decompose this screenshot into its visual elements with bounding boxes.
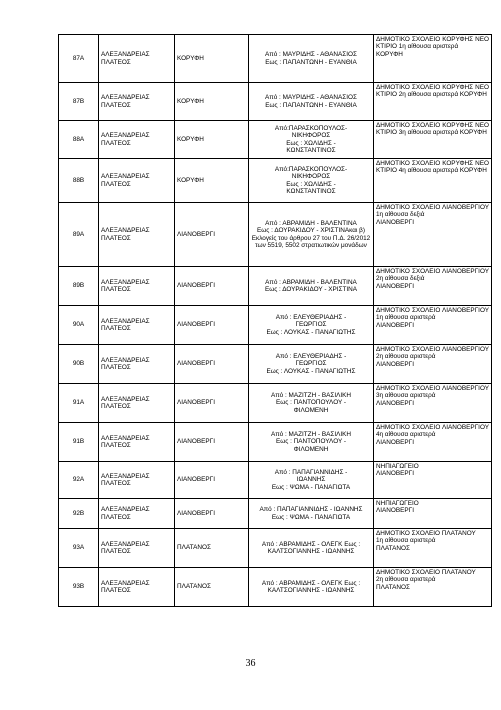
station-code: 93Β — [59, 568, 99, 607]
place-cell: ΠΛΑΤΑΝΟΣ — [175, 529, 249, 568]
place-cell: ΛΙΑΝΟΒΕΡΓΙ — [175, 462, 249, 499]
table-row — [59, 568, 492, 607]
region-cell: ΑΛΕΞΑΝΔΡΕΙΑΣ ΠΛΑΤΕΟΣ — [99, 121, 175, 159]
voter-range-cell: Από : ΜΑΖΙΤΖΗ - ΒΑΣΙΛΙΚΗ Εως : ΠΑΝΤΟΠΟΥΛΟΥ - ΦΙΛΟΜΕΝΗ — [249, 423, 374, 462]
station-code: 91Α — [59, 384, 99, 423]
region-cell: ΑΛΕΞΑΝΔΡΕΙΑΣ ΠΛΑΤΕΟΣ — [99, 462, 175, 499]
table-row — [59, 345, 492, 384]
voter-range-cell: Από : ΠΑΠΑΓΙΑΝΝΙΔΗΣ - ΙΩΑΝΝΗΣ Εως : ΨΩΜΑ - ΠΑΝΑΓΙΩΤΑ — [249, 462, 374, 499]
polling-location-cell: ΔΗΜΟΤΙΚΟ ΣΧΟΛΕΙΟ ΛΙΑΝΟΒΕΡΓΙΟΥ 2η αίθουσα δεξιά ΛΙΑΝΟΒΕΡΓΙ — [374, 267, 492, 306]
table-row — [59, 384, 492, 423]
polling-location-cell: ΔΗΜΟΤΙΚΟ ΣΧΟΛΕΙΟ ΚΟΡΥΦΗΣ ΝΕΟ ΚΤΙΡΙΟ 1η αίθουσα αριστερά ΚΟΡΥΦΗ — [374, 35, 492, 83]
table-row — [59, 203, 492, 267]
polling-location-cell: ΔΗΜΟΤΙΚΟ ΣΧΟΛΕΙΟ ΛΙΑΝΟΒΕΡΓΙΟΥ 4η αίθουσα αριστερά ΛΙΑΝΟΒΕΡΓΙ — [374, 423, 492, 462]
place-cell: ΛΙΑΝΟΒΕΡΓΙ — [175, 306, 249, 345]
station-code: 89Α — [59, 203, 99, 267]
place-cell: ΛΙΑΝΟΒΕΡΓΙ — [175, 423, 249, 462]
region-cell: ΑΛΕΞΑΝΔΡΕΙΑΣ ΠΛΑΤΕΟΣ — [99, 384, 175, 423]
region-cell: ΑΛΕΞΑΝΔΡΕΙΑΣ ΠΛΑΤΕΟΣ — [99, 345, 175, 384]
polling-location-cell: ΝΗΠΙΑΓΩΓΕΙΟ ΛΙΑΝΟΒΕΡΓΙ — [374, 462, 492, 499]
table-body — [59, 35, 492, 607]
region-cell: ΑΛΕΞΑΝΔΡΕΙΑΣ ΠΛΑΤΕΟΣ — [99, 568, 175, 607]
table-row — [59, 83, 492, 121]
voter-range-cell: Από : ΜΑΥΡΙΔΗΣ - ΑΘΑΝΑΣΙΟΣ Εως : ΠΑΠΑΝΤΩΝΗ - ΕΥΑΝΘΙΑ — [249, 35, 374, 83]
table-row — [59, 35, 492, 83]
polling-location-cell: ΔΗΜΟΤΙΚΟ ΣΧΟΛΕΙΟ ΚΟΡΥΦΗΣ ΝΕΟ ΚΤΙΡΙΟ 2η αίθουσα αριστερά ΚΟΡΥΦΗ — [374, 83, 492, 121]
region-cell: ΑΛΕΞΑΝΔΡΕΙΑΣ ΠΛΑΤΕΟΣ — [99, 499, 175, 529]
polling-location-cell: ΔΗΜΟΤΙΚΟ ΣΧΟΛΕΙΟ ΚΟΡΥΦΗΣ ΝΕΟ ΚΤΙΡΙΟ 3η αίθουσα αριστερά ΚΟΡΥΦΗ — [374, 121, 492, 159]
polling-location-cell: ΔΗΜΟΤΙΚΟ ΣΧΟΛΕΙΟ ΠΛΑΤΑΝΟΥ 1η αίθουσα αριστερά ΠΛΑΤΑΝΟΣ — [374, 529, 492, 568]
table-row — [59, 423, 492, 462]
place-cell: ΛΙΑΝΟΒΕΡΓΙ — [175, 499, 249, 529]
place-cell: ΛΙΑΝΟΒΕΡΓΙ — [175, 345, 249, 384]
polling-location-cell: ΔΗΜΟΤΙΚΟ ΣΧΟΛΕΙΟ ΛΙΑΝΟΒΕΡΓΙΟΥ 3η αίθουσα αριστερά ΛΙΑΝΟΒΕΡΓΙ — [374, 384, 492, 423]
place-cell: ΚΟΡΥΦΗ — [175, 83, 249, 121]
voter-range-cell: Από : ΕΛΕΥΘΕΡΙΑΔΗΣ - ΓΕΩΡΓΙΟΣ Εως : ΛΟΥΚΑΣ - ΠΑΝΑΓΙΩΤΗΣ — [249, 345, 374, 384]
station-code: 92Α — [59, 462, 99, 499]
voter-range-cell: Από : ΠΑΠΑΓΙΑΝΝΙΔΗΣ - ΙΩΑΝΝΗΣ Εως : ΨΩΜΑ - ΠΑΝΑΓΙΩΤΑ — [249, 499, 374, 529]
region-cell: ΑΛΕΞΑΝΔΡΕΙΑΣ ΠΛΑΤΕΟΣ — [99, 306, 175, 345]
place-cell: ΠΛΑΤΑΝΟΣ — [175, 568, 249, 607]
place-cell: ΚΟΡΥΦΗ — [175, 159, 249, 203]
station-code: 90Β — [59, 345, 99, 384]
page-number: 36 — [245, 658, 256, 669]
region-cell: ΑΛΕΞΑΝΔΡΕΙΑΣ ΠΛΑΤΕΟΣ — [99, 529, 175, 568]
region-cell: ΑΛΕΞΑΝΔΡΕΙΑΣ ΠΛΑΤΕΟΣ — [99, 83, 175, 121]
place-cell: ΚΟΡΥΦΗ — [175, 35, 249, 83]
station-code: 87Α — [59, 35, 99, 83]
voter-range-cell: Από : ΑΒΡΑΜΙΔΗΣ - ΟΛΕΓΚ Εως : ΚΑΛΤΣΟΓΙΑΝΝΗΣ - ΙΩΑΝΝΗΣ — [249, 568, 374, 607]
polling-stations-table — [58, 34, 492, 607]
region-cell: ΑΛΕΞΑΝΔΡΕΙΑΣ ΠΛΑΤΕΟΣ — [99, 203, 175, 267]
station-code: 89Β — [59, 267, 99, 306]
voter-range-cell: Από : ΑΒΡΑΜΙΔΗ - ΒΑΛΕΝΤΙΝΑ Εως : ΔΟΥΡΑΚΙΔΟΥ - ΧΡΙΣΤΙΝΑ — [249, 267, 374, 306]
polling-location-cell: ΔΗΜΟΤΙΚΟ ΣΧΟΛΕΙΟ ΚΟΡΥΦΗΣ ΝΕΟ ΚΤΙΡΙΟ 4η αίθουσα αριστερά ΚΟΡΥΦΗ — [374, 159, 492, 203]
place-cell: ΚΟΡΥΦΗ — [175, 121, 249, 159]
table-row — [59, 499, 492, 529]
region-cell: ΑΛΕΞΑΝΔΡΕΙΑΣ ΠΛΑΤΕΟΣ — [99, 267, 175, 306]
table-row — [59, 267, 492, 306]
place-cell: ΛΙΑΝΟΒΕΡΓΙ — [175, 267, 249, 306]
table-row — [59, 306, 492, 345]
table-row — [59, 159, 492, 203]
station-code: 88Β — [59, 159, 99, 203]
polling-location-cell: ΔΗΜΟΤΙΚΟ ΣΧΟΛΕΙΟ ΛΙΑΝΟΒΕΡΓΙΟΥ 2η αίθουσα αριστερά ΛΙΑΝΟΒΕΡΓΙ — [374, 345, 492, 384]
station-code: 88Α — [59, 121, 99, 159]
station-code: 87Β — [59, 83, 99, 121]
voter-range-cell: Από : ΑΒΡΑΜΙΔΗ - ΒΑΛΕΝΤΙΝΑ Εως : ΔΟΥΡΑΚΙΔΟΥ - ΧΡΙΣΤΙΝΑκαι β) Εκλογείς του άρθρου 27 του Π.Δ. 26/2012 των 5519, 5502 στρατιωτικών μονάδων — [249, 203, 374, 267]
voter-range-cell: Από : ΕΛΕΥΘΕΡΙΑΔΗΣ - ΓΕΩΡΓΙΟΣ Εως : ΛΟΥΚΑΣ - ΠΑΝΑΓΙΩΤΗΣ — [249, 306, 374, 345]
table-row — [59, 121, 492, 159]
region-cell: ΑΛΕΞΑΝΔΡΕΙΑΣ ΠΛΑΤΕΟΣ — [99, 159, 175, 203]
voter-range-cell: Από:ΠΑΡΑΣΚΟΠΟΥΛΟΣ- ΝΙΚΗΦΟΡΟΣ Εως : ΧΩΛΙΔΗΣ - ΚΩΝΣΤΑΝΤΙΝΟΣ — [249, 159, 374, 203]
polling-location-cell: ΔΗΜΟΤΙΚΟ ΣΧΟΛΕΙΟ ΠΛΑΤΑΝΟΥ 2η αίθουσα αριστερά ΠΛΑΤΑΝΟΣ — [374, 568, 492, 607]
polling-location-cell: ΔΗΜΟΤΙΚΟ ΣΧΟΛΕΙΟ ΛΙΑΝΟΒΕΡΓΙΟΥ 1η αίθουσα δεξιά ΛΙΑΝΟΒΕΡΓΙ — [374, 203, 492, 267]
voter-range-cell: Από : ΜΑΥΡΙΔΗΣ - ΑΘΑΝΑΣΙΟΣ Εως : ΠΑΠΑΝΤΩΝΗ - ΕΥΑΝΘΙΑ — [249, 83, 374, 121]
voter-range-cell: Από:ΠΑΡΑΣΚΟΠΟΥΛΟΣ- ΝΙΚΗΦΟΡΟΣ Εως : ΧΩΛΙΔΗΣ - ΚΩΝΣΤΑΝΤΙΝΟΣ — [249, 121, 374, 159]
table-row — [59, 529, 492, 568]
polling-location-cell: ΔΗΜΟΤΙΚΟ ΣΧΟΛΕΙΟ ΛΙΑΝΟΒΕΡΓΙΟΥ 1η αίθουσα αριστερά ΛΙΑΝΟΒΕΡΓΙ — [374, 306, 492, 345]
polling-location-cell: ΝΗΠΙΑΓΩΓΕΙΟ ΛΙΑΝΟΒΕΡΓΙ — [374, 499, 492, 529]
region-cell: ΑΛΕΞΑΝΔΡΕΙΑΣ ΠΛΑΤΕΟΣ — [99, 35, 175, 83]
region-cell: ΑΛΕΞΑΝΔΡΕΙΑΣ ΠΛΑΤΕΟΣ — [99, 423, 175, 462]
station-code: 92Β — [59, 499, 99, 529]
place-cell: ΛΙΑΝΟΒΕΡΓΙ — [175, 203, 249, 267]
station-code: 91Β — [59, 423, 99, 462]
table-row — [59, 462, 492, 499]
voter-range-cell: Από : ΑΒΡΑΜΙΔΗΣ - ΟΛΕΓΚ Εως : ΚΑΛΤΣΟΓΙΑΝΝΗΣ - ΙΩΑΝΝΗΣ — [249, 529, 374, 568]
place-cell: ΛΙΑΝΟΒΕΡΓΙ — [175, 384, 249, 423]
station-code: 93Α — [59, 529, 99, 568]
voter-range-cell: Από : ΜΑΖΙΤΖΗ - ΒΑΣΙΛΙΚΗ Εως : ΠΑΝΤΟΠΟΥΛΟΥ - ΦΙΛΟΜΕΝΗ — [249, 384, 374, 423]
station-code: 90Α — [59, 306, 99, 345]
